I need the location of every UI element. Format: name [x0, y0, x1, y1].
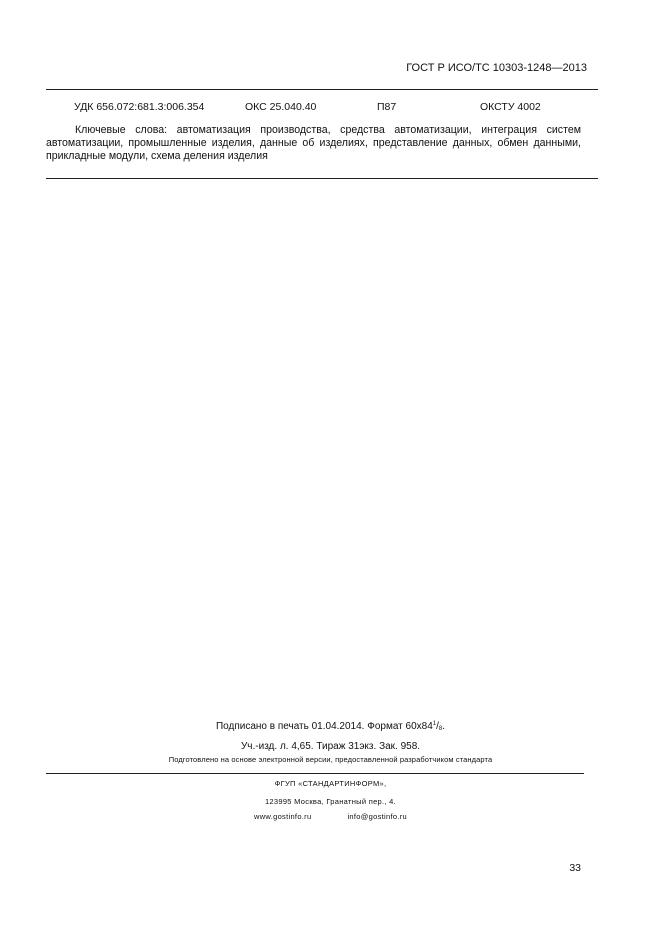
- publisher-contacts: [0, 812, 661, 821]
- group-code: П87: [377, 101, 397, 113]
- signed-to-print-line: [0, 721, 661, 732]
- format-numerator: 1: [432, 721, 437, 727]
- format-denominator: 8: [438, 726, 443, 732]
- page-number: 33: [569, 862, 581, 874]
- signed-suffix: .: [442, 721, 446, 732]
- signed-prefix: Подписано в печать 01.04.2014. Формат 60х84: [215, 721, 433, 732]
- header-rule: [46, 89, 598, 90]
- publisher-email[interactable]: info@gostinfo.ru: [347, 812, 407, 821]
- udk-code: УДК 656.072:681.3:006.354: [74, 101, 205, 113]
- okstu-code: ОКСТУ 4002: [480, 101, 541, 113]
- print-data-line: Уч.-изд. л. 4,65. Тираж 31экз. Зак. 958.: [240, 741, 421, 752]
- oks-code: ОКС 25.040.40: [245, 101, 317, 113]
- prepared-note: Подготовлено на основе электронной версии, предоставленной разработчиком стандарта: [168, 755, 493, 764]
- publisher-website[interactable]: www.gostinfo.ru: [254, 812, 312, 821]
- keywords-paragraph: Ключевые слова: автоматизация производства, средства автоматизации, интеграция систем автоматизации, промышленные изделия, данные об изделиях, представление данных, обмен данными, прикладные модули, схема деления изделия: [46, 124, 581, 162]
- keywords-rule: [46, 178, 598, 179]
- publisher-rule: [46, 773, 584, 774]
- publisher-name: ФГУП «СТАНДАРТИНФОРМ»,: [274, 779, 387, 788]
- publisher-address: 123995 Москва, Гранатный пер., 4.: [264, 797, 397, 806]
- format-slash: /: [436, 721, 439, 732]
- standard-code-header: ГОСТ Р ИСО/ТС 10303-1248—2013: [406, 62, 587, 74]
